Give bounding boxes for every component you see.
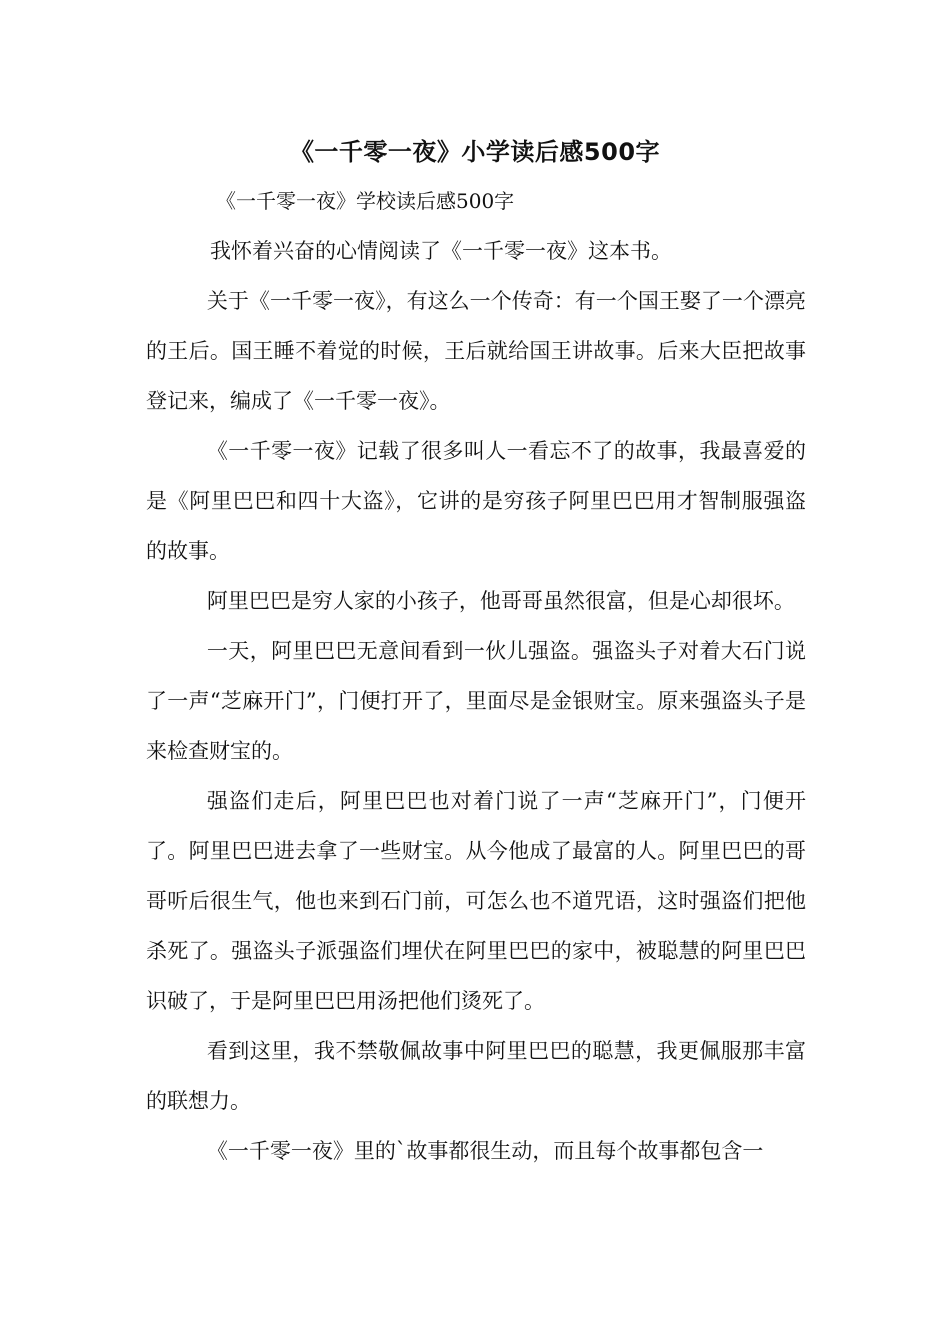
paragraph: 一天，阿里巴巴无意间看到一伙儿强盗。强盗头子对着大石门说了一声“芝麻开门”，门便打开了，里面尽是金银财宝。原来强盗头子是来检查财宝的。 [146,639,806,763]
document-subtitle: 《一千零一夜》学校读后感500字 [216,189,515,213]
paragraph: 强盗们走后，阿里巴巴也对着门说了一声“芝麻开门”，门便开了。阿里巴巴进去拿了一些财宝。从今他成了最富的人。阿里巴巴的哥哥听后很生气，他也来到石门前，可怎么也不道咒语，这时强盗们把他杀死了。强盗头子派强盗们埋伏在阿里巴巴的家中，被聪慧的阿里巴巴识破了，于是阿里巴巴用汤把他们烫死了。 [146,789,806,1013]
paragraph: 《一千零一夜》记载了很多叫人一看忘不了的故事，我最喜爱的是《阿里巴巴和四十大盗》，它讲的是穷孩子阿里巴巴用才智制服强盗的故事。 [146,439,806,563]
paragraph: 阿里巴巴是穷人家的小孩子，他哥哥虽然很富，但是心却很坏。 [206,589,795,613]
document-title: 《一千零一夜》小学读后感500字 [289,138,661,166]
paragraph: 关于《一千零一夜》，有这么一个传奇：有一个国王娶了一个漂亮的王后。国王睡不着觉的时候，王后就给国王讲故事。后来大臣把故事登记来，编成了《一千零一夜》。 [146,289,806,413]
document-body [146,226,806,1176]
paragraph: 看到这里，我不禁敬佩故事中阿里巴巴的聪慧，我更佩服那丰富的联想力。 [146,1039,806,1113]
paragraph: 《一千零一夜》里的`故事都很生动，而且每个故事都包含一 [206,1139,764,1163]
paragraph: 我怀着兴奋的心情阅读了《一千零一夜》这本书。 [210,239,673,263]
